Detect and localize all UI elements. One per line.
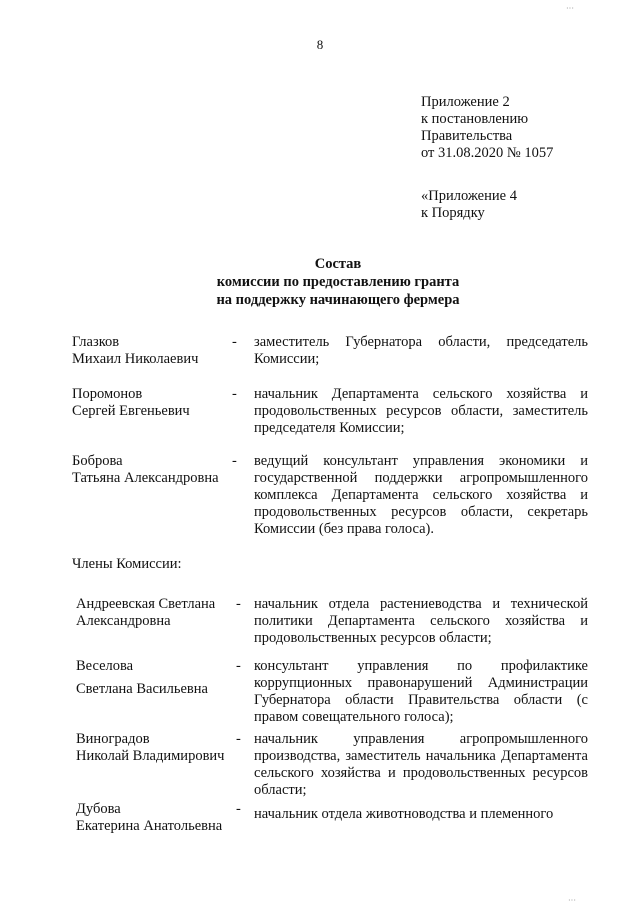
member-surname: Поромонов xyxy=(72,386,143,402)
appendix-block xyxy=(421,94,553,162)
member-name xyxy=(76,658,208,698)
entry-dash: - xyxy=(236,596,241,612)
member-name xyxy=(72,334,198,368)
appendix-line: Приложение 2 xyxy=(421,94,510,110)
member-name xyxy=(72,386,190,420)
member-name xyxy=(76,596,215,630)
member-name xyxy=(72,453,219,487)
member-role: заместитель Губернатора области, председатель Комиссии; xyxy=(254,334,588,367)
document-title xyxy=(0,255,640,309)
member-role: начальник управления агропромышленного производства, заместитель начальника Департамента сельского хозяйства и продовольственных ресурсов области; xyxy=(254,731,588,798)
member-name xyxy=(76,801,222,835)
member-given-names: Сергей Евгеньевич xyxy=(72,403,190,419)
member-given-names: Михаил Николаевич xyxy=(72,351,199,367)
member-surname: Боброва xyxy=(72,453,123,469)
member-surname: Андреевская Светлана xyxy=(76,596,216,612)
member-given-names: Екатерина Анатольевна xyxy=(76,818,223,834)
member-name xyxy=(76,731,224,765)
appendix-line: от 31.08.2020 № 1057 xyxy=(421,145,554,161)
order-reference-line: к Порядку xyxy=(421,205,485,221)
entry-dash: - xyxy=(236,801,241,817)
member-role: ведущий консультант управления экономики и государственной поддержки агропромышленного комплекса Департамента сельского хозяйства и продовольственных ресурсов области, секретарь Комиссии (без права голоса). xyxy=(254,453,588,537)
title-line: комиссии по предоставлению гранта xyxy=(216,274,460,290)
member-surname: Дубова xyxy=(76,801,121,817)
member-role: начальник отдела животноводства и племенного xyxy=(254,806,554,822)
member-surname: Веселова xyxy=(76,658,134,674)
order-reference-line: «Приложение 4 xyxy=(421,188,517,204)
title-line: Состав xyxy=(314,256,362,272)
member-given-names: Светлана Васильевна xyxy=(76,681,208,697)
member-role: начальник Департамента сельского хозяйства и продовольственных ресурсов области, заместитель председателя Комиссии; xyxy=(254,386,588,436)
member-surname: Глазков xyxy=(72,334,120,350)
members-heading: Члены Комиссии: xyxy=(72,556,182,572)
member-given-names: Татьяна Александровна xyxy=(72,470,219,486)
entry-dash: - xyxy=(236,731,241,747)
entry-dash: - xyxy=(236,658,241,674)
title-line: на поддержку начинающего фермера xyxy=(216,292,460,308)
scan-mark: ··· xyxy=(568,896,576,905)
entry-dash: - xyxy=(232,386,237,402)
appendix-line: Правительства xyxy=(421,128,513,144)
scan-mark: ··· xyxy=(566,4,574,13)
order-reference-block xyxy=(421,188,517,222)
member-role: начальник отдела растениеводства и технической политики Департамента сельского хозяйства и продовольственных ресурсов области; xyxy=(254,596,588,646)
member-surname: Виноградов xyxy=(76,731,150,747)
member-role: консультант управления по профилактике коррупционных правонарушений Администрации Губернатора области Правительства области (с правом совещательного голоса); xyxy=(254,658,588,725)
member-given-names: Николай Владимирович xyxy=(76,748,225,764)
member-given-names: Александровна xyxy=(76,613,171,629)
entry-dash: - xyxy=(232,334,237,350)
entry-dash: - xyxy=(232,453,237,469)
appendix-line: к постановлению xyxy=(421,111,529,127)
page-number: 8 xyxy=(316,37,324,52)
